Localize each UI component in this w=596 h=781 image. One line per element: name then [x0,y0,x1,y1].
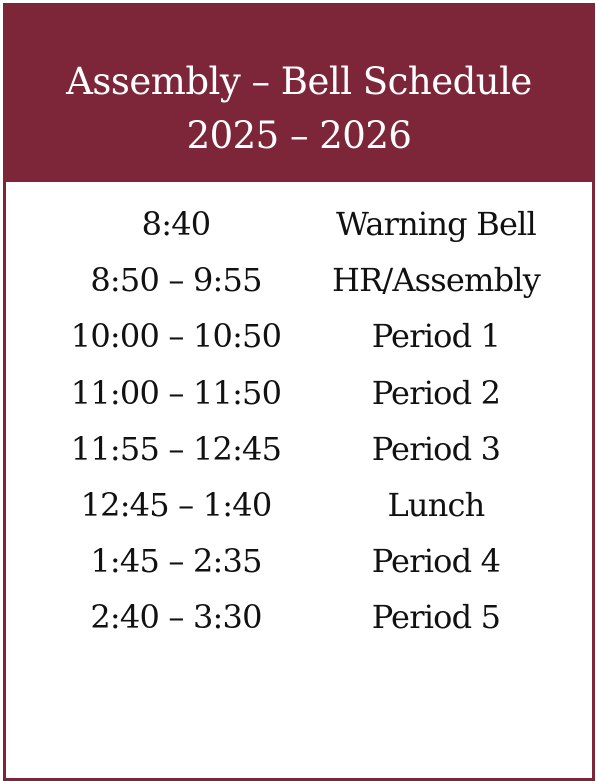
schedule-time: 11:00 – 11:50 [70,373,282,412]
schedule-title: Assembly – Bell Schedule [66,60,532,103]
schedule-time: 8:40 [141,205,211,243]
schedule-row [6,593,592,649]
schedule-label: Warning Bell [336,205,536,243]
schedule-row [6,312,592,368]
schedule-row [6,200,592,256]
schedule-label: Lunch [387,485,485,524]
schedule-time: 8:50 – 9:55 [90,261,262,300]
schedule-time: 2:40 – 3:30 [90,598,262,637]
schedule-header [6,6,592,182]
schedule-row [6,369,592,425]
bell-schedule-card [3,3,595,781]
schedule-label: Period 4 [371,542,501,581]
schedule-row [6,537,592,593]
schedule-label: Period 1 [371,317,501,356]
schedule-label: Period 3 [371,429,501,468]
schedule-row [6,425,592,481]
schedule-row [6,481,592,537]
schedule-label: HR/Assembly [331,261,540,300]
schedule-time: 10:00 – 10:50 [70,317,282,356]
schedule-time: 11:55 – 12:45 [70,429,282,468]
schedule-time: 12:45 – 1:40 [80,485,272,524]
schedule-list [6,200,592,650]
schedule-label: Period 2 [371,373,501,412]
schedule-time: 1:45 – 2:35 [90,542,262,581]
schedule-row [6,256,592,312]
schedule-label: Period 5 [371,598,501,637]
school-year: 2025 – 2026 [186,114,412,157]
